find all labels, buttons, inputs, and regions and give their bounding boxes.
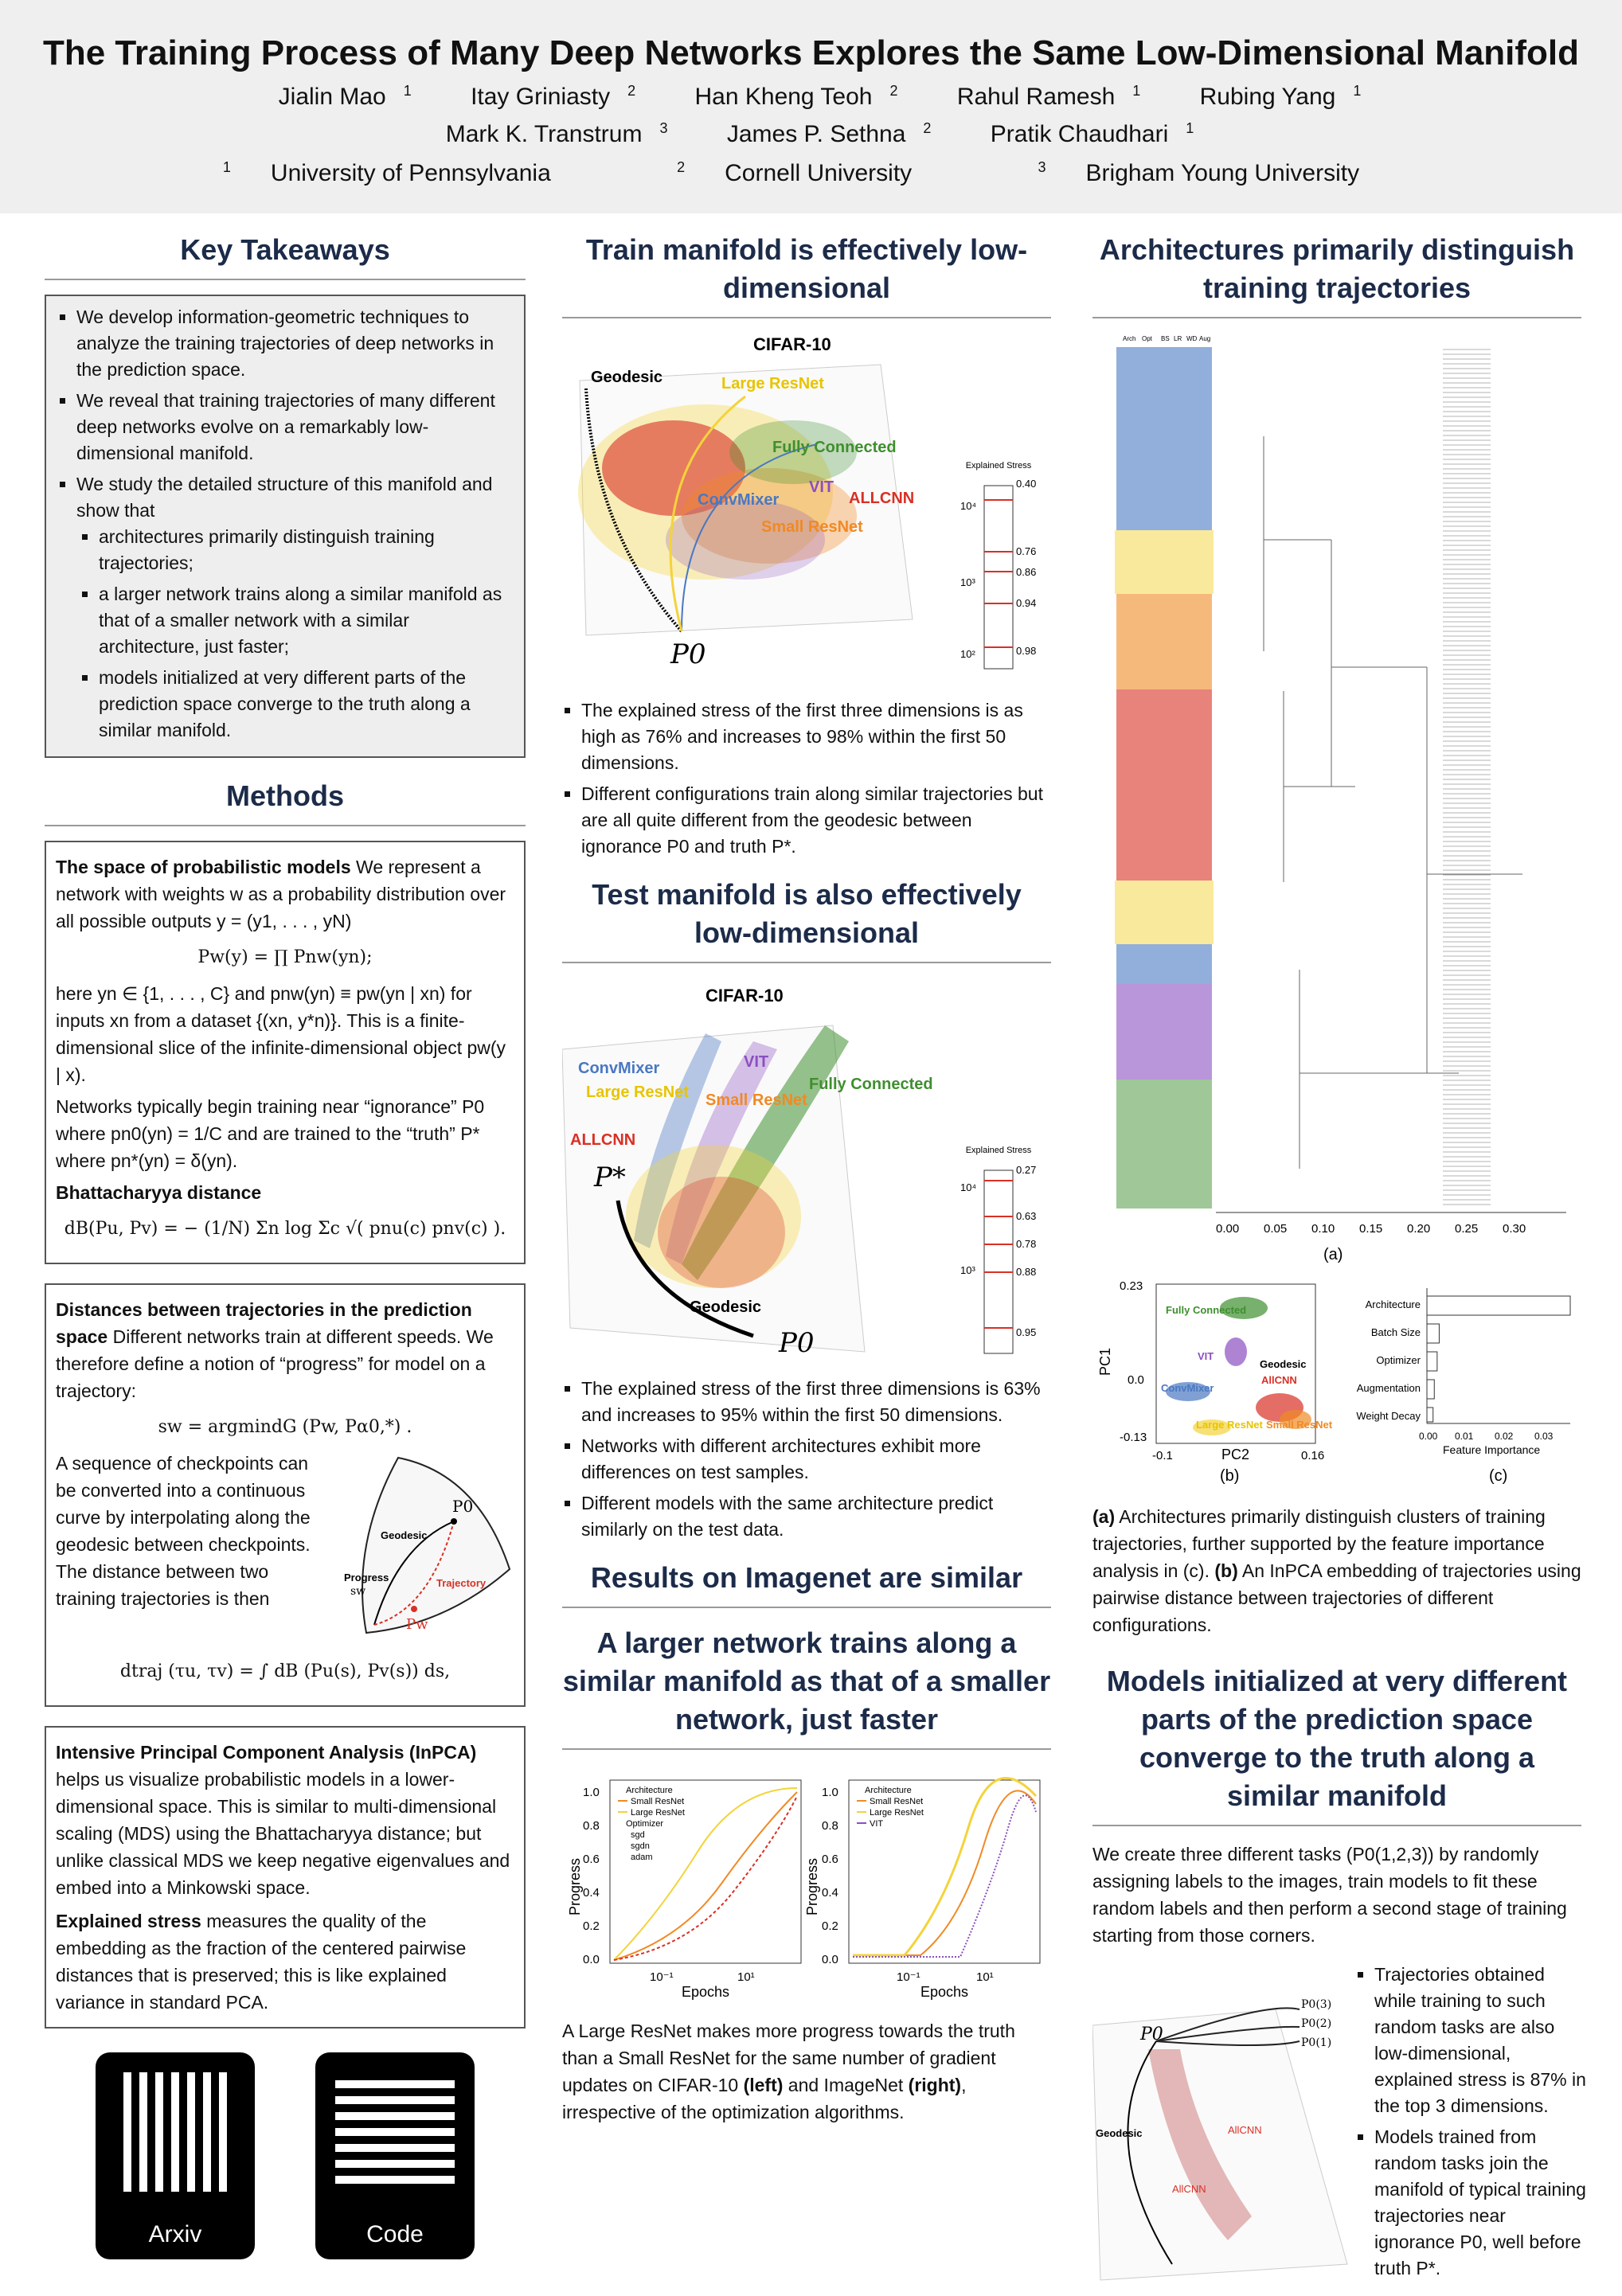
x-tick: 10¹ bbox=[976, 1970, 994, 1984]
label-stripe-large-resnet bbox=[1115, 881, 1214, 944]
list-item: ▪ Different configurations train along similar trajectories but are all quite different from the geodesic between ignorance P0 and truth P*. bbox=[581, 781, 1051, 860]
label-convmixer: ConvMixer bbox=[578, 1060, 660, 1077]
x-tick: 0.10 bbox=[1311, 1222, 1335, 1236]
bhattacharyya-equation: dB(Pu, Pv) = − (1/N) Σn log Σc √( pnu(c) pnv(c) ). bbox=[64, 1219, 506, 1239]
qr-code-icon bbox=[115, 2072, 235, 2192]
label-convmixer: ConvMixer bbox=[698, 491, 780, 509]
x-tick: 0.15 bbox=[1359, 1222, 1383, 1236]
point-p0 bbox=[451, 1518, 457, 1525]
feature-importance-chart bbox=[1356, 1288, 1570, 1485]
figure-title: CIFAR-10 bbox=[705, 986, 784, 1005]
models-paragraph: The space of probabilistic models We represent a network with weights w as a probability distribution over all possible outputs y = (y1, . . . , yN) bbox=[56, 857, 506, 931]
dendro-header: Opt bbox=[1142, 335, 1152, 342]
imagenet-heading: Results on Imagenet are similar bbox=[590, 1561, 1023, 1594]
y-axis-label: PC1 bbox=[1097, 1347, 1113, 1376]
code-qr-card[interactable] bbox=[315, 2052, 475, 2259]
label-stripe-fully-connected bbox=[1116, 1080, 1212, 1209]
bar-label: Augmentation bbox=[1356, 1382, 1421, 1394]
methods-heading: Methods bbox=[226, 779, 344, 812]
architectures-heading: Architectures primarily distinguish training trajectories bbox=[1099, 233, 1575, 304]
authors-row-2 bbox=[0, 120, 1622, 148]
label-sw: sw bbox=[350, 1585, 366, 1598]
bar-label: Batch Size bbox=[1370, 1326, 1421, 1338]
stress-value: 0.76 bbox=[1016, 545, 1037, 557]
stress-value: 0.78 bbox=[1016, 1238, 1037, 1250]
models-paragraph-2: here yn ∈ {1, . . . , C} and pnw(yn) ≡ pw(yn | xn) for inputs xn from a dataset {(xn, y*n)}. This is a finite-dimensional slice of the infinite-dimensional object pw(y | x). bbox=[56, 983, 506, 1085]
divider bbox=[45, 825, 526, 826]
trajectory-paragraph: A sequence of checkpoints can be converted into a continuous curve by interpolating along the geodesic between checkpoints. The distance between two training trajectories is then bbox=[56, 1453, 311, 1609]
test-manifold-plot bbox=[562, 978, 1051, 1376]
legend-item: Small ResNet bbox=[870, 1797, 924, 1806]
y-tick: 0.8 bbox=[583, 1819, 600, 1833]
label-small-resnet: Small ResNet bbox=[761, 518, 863, 536]
authors-row-1 bbox=[0, 83, 1622, 111]
x-tick: 0.00 bbox=[1419, 1431, 1438, 1442]
stress-tick: 10³ bbox=[960, 576, 975, 588]
poster-title: The Training Process of Many Deep Networks Explores the Same Low-Dimensional Manifold bbox=[42, 33, 1580, 72]
figure-caption: (b) bbox=[1220, 1467, 1240, 1485]
label-p0: P0 bbox=[452, 1497, 474, 1516]
inpca-embedding-plot bbox=[1097, 1279, 1333, 1485]
dendrogram-svg bbox=[1092, 333, 1581, 1272]
label-vit: VIT bbox=[1198, 1350, 1214, 1362]
x-tick: 0.25 bbox=[1455, 1222, 1479, 1236]
pca-importance-svg bbox=[1092, 1272, 1581, 1503]
progress-plot-right bbox=[804, 1779, 1040, 2001]
larger-network-heading: A larger network trains along a similar manifold as that of a smaller network, just faster bbox=[562, 1626, 1051, 1736]
x-tick: 10⁻¹ bbox=[897, 1970, 920, 1984]
label-convmixer: ConvMixer bbox=[1161, 1382, 1214, 1394]
legend-item: sgdn bbox=[631, 1841, 650, 1851]
y-tick: 0.0 bbox=[583, 1953, 600, 1966]
author: James P. Sethna $^2$ bbox=[726, 120, 932, 147]
x-tick: 10⁻¹ bbox=[650, 1970, 674, 1984]
column-middle bbox=[562, 231, 1051, 2126]
label-p0: P0 bbox=[670, 638, 706, 670]
y-tick: 0.0 bbox=[1128, 1373, 1144, 1387]
label-allcnn: ALLCNN bbox=[849, 490, 915, 507]
distances-paragraph: Distances between trajectories in the prediction space Different networks train at different speeds. We therefore define a notion of “progress” for model on a trajectory: bbox=[56, 1299, 494, 1401]
progress-plot-left bbox=[567, 1780, 801, 2000]
stress-tick: 10⁴ bbox=[960, 500, 977, 512]
importance-bar bbox=[1427, 1324, 1439, 1343]
architectures-caption: (a) Architectures primarily distinguish clusters of training trajectories, further supported by the feature importance analysis in (c). (b) An InPCA embedding of trajectories using pairwise distance between trajectories of different configurations. bbox=[1092, 1506, 1581, 1635]
label-p-star: P* bbox=[594, 1162, 626, 1193]
methods-box-inpca bbox=[45, 1726, 526, 2029]
methods-box-models bbox=[45, 841, 526, 1264]
author: Rubing Yang $^1$ bbox=[1199, 83, 1362, 110]
divider bbox=[1092, 317, 1581, 318]
models-paragraph-3: Networks typically begin training near “ignorance” P0 where pn0(yn) = 1/C and are trained to the “truth” P* where pn*(yn) = δ(yn). bbox=[56, 1096, 485, 1171]
importance-bar bbox=[1427, 1408, 1433, 1422]
random-task-figure bbox=[1092, 1978, 1355, 2296]
trajectory-diagram bbox=[319, 1450, 518, 1649]
y-tick: -0.13 bbox=[1120, 1431, 1147, 1444]
column-left bbox=[45, 231, 526, 2263]
progress-caption: A Large ResNet makes more progress towards the truth than a Small ResNet for the same number of gradient updates on CIFAR-10 (left) and ImageNet (right), irrespective of the optimization algorithms. bbox=[562, 2021, 1015, 2122]
affiliation: $^1$ University of Pennsylvania bbox=[222, 159, 551, 186]
list-item: ▪ architectures primarily distinguish training trajectories; bbox=[99, 524, 513, 576]
dendrogram-area bbox=[1216, 347, 1566, 1209]
dendro-header: Aug bbox=[1199, 335, 1211, 342]
progress-equation: sw = argmindG (Pw, Pα0,*) . bbox=[158, 1417, 412, 1437]
legend-item: Small ResNet bbox=[631, 1797, 685, 1806]
label-stripe-allcnn bbox=[1116, 689, 1212, 881]
list-item: ▪ Models trained from random tasks join the manifold of typical training trajectories near ignorance P0, well before truth P*. bbox=[1374, 2124, 1589, 2282]
test-manifold-figure bbox=[562, 978, 1051, 1376]
legend-title: Optimizer bbox=[626, 1819, 664, 1829]
initialization-paragraph: We create three different tasks (P0(1,2,3)) by randomly assigning labels to the images, train models to fit these random labels and then perform a second stage of training starting from those corners. bbox=[1092, 1844, 1567, 1946]
author: Mark K. Transtrum $^3$ bbox=[445, 120, 668, 147]
y-tick: 1.0 bbox=[822, 1786, 838, 1799]
stress-tick: 10³ bbox=[960, 1264, 975, 1276]
y-tick: 0.4 bbox=[583, 1886, 600, 1900]
list-item: ▪ Different models with the same architecture predict similarly on the test data. bbox=[581, 1490, 1051, 1543]
y-tick: 1.0 bbox=[583, 1786, 600, 1799]
label-geodesic: Geodesic bbox=[690, 1298, 762, 1316]
point-pw bbox=[411, 1606, 417, 1612]
label-allcnn: ALLCNN bbox=[570, 1131, 636, 1149]
stress-title: Explained Stress bbox=[965, 461, 1032, 471]
stress-value: 0.40 bbox=[1016, 478, 1037, 490]
y-tick: 0.4 bbox=[822, 1886, 838, 1900]
label-fully-connected: Fully Connected bbox=[809, 1076, 933, 1093]
y-tick: 0.23 bbox=[1120, 1279, 1143, 1293]
manifold-outline bbox=[362, 1458, 510, 1633]
legend-item: Large ResNet bbox=[631, 1808, 685, 1818]
plot-frame bbox=[1092, 2009, 1347, 2280]
dendro-header: Arch bbox=[1123, 335, 1136, 342]
y-tick: 0.8 bbox=[822, 1819, 838, 1833]
label-fully-connected: Fully Connected bbox=[772, 439, 897, 456]
label-large-resnet: Large ResNet bbox=[586, 1084, 689, 1101]
label-trajectory: Trajectory bbox=[436, 1577, 487, 1589]
dendrogram-figure bbox=[1092, 333, 1581, 1272]
label-large-resnet: Large ResNet bbox=[721, 375, 824, 392]
initialization-figure-row bbox=[1092, 1962, 1586, 2296]
x-tick: 0.00 bbox=[1216, 1222, 1240, 1236]
key-takeaways-heading: Key Takeaways bbox=[180, 233, 390, 266]
label-large-resnet: Large ResNet bbox=[1196, 1419, 1263, 1431]
x-tick: 0.03 bbox=[1534, 1431, 1554, 1442]
divider bbox=[562, 962, 1051, 963]
importance-bar bbox=[1427, 1380, 1434, 1399]
label-stripe-large-resnet bbox=[1115, 530, 1214, 594]
arxiv-qr-card[interactable] bbox=[96, 2052, 255, 2259]
initialization-heading: Models initialized at very different parts of the prediction space converge to the truth along a similar manifold bbox=[1106, 1665, 1568, 1812]
x-tick: 0.05 bbox=[1264, 1222, 1288, 1236]
list-item: ▪ The explained stress of the first three dimensions is 63% and increases to 95% within the first 50 dimensions. bbox=[581, 1376, 1051, 1428]
bar-label: Optimizer bbox=[1376, 1354, 1421, 1366]
divider bbox=[562, 317, 1051, 318]
divider bbox=[562, 1607, 1051, 1608]
stress-value: 0.88 bbox=[1016, 1266, 1037, 1278]
x-axis-label: Epochs bbox=[920, 1984, 969, 2000]
divider bbox=[45, 279, 526, 280]
author: Pratik Chaudhari $^1$ bbox=[990, 120, 1194, 147]
affiliation: $^2$ Cornell University bbox=[677, 159, 913, 186]
stress-bar bbox=[984, 1170, 1013, 1353]
x-axis-label: Feature Importance bbox=[1443, 1443, 1541, 1456]
affiliations bbox=[0, 159, 1622, 187]
qr-code-icon bbox=[335, 2072, 455, 2192]
label-p0: P0 bbox=[1140, 2025, 1163, 2044]
pca-and-importance-figure bbox=[1092, 1272, 1581, 1503]
label-p0: P0 bbox=[779, 1327, 815, 1359]
stress-value: 0.98 bbox=[1016, 645, 1037, 657]
list-item: ▪ We develop information-geometric techniques to analyze the training trajectories of deep networks in the prediction space. bbox=[76, 304, 513, 383]
label-stripe-convmixer bbox=[1116, 347, 1212, 530]
y-axis-label: Progress bbox=[804, 1857, 820, 1915]
stress-bar bbox=[984, 486, 1013, 669]
y-tick: 0.6 bbox=[822, 1853, 838, 1866]
legend-item: VIT bbox=[870, 1819, 884, 1829]
affiliation: $^3$ Brigham Young University bbox=[1038, 159, 1360, 186]
test-manifold-heading: Test manifold is also effectively low-dimensional bbox=[592, 878, 1022, 949]
trajectory-block bbox=[56, 1450, 514, 1649]
train-manifold-plot bbox=[562, 333, 1051, 691]
importance-bar bbox=[1427, 1352, 1437, 1371]
label-allcnn: AllCNN bbox=[1261, 1374, 1297, 1386]
dendro-header: LR bbox=[1174, 335, 1182, 342]
stress-value: 0.27 bbox=[1016, 1164, 1037, 1176]
divider bbox=[562, 1748, 1051, 1750]
label-stripe-small-resnet bbox=[1116, 594, 1212, 689]
x-tick: 10¹ bbox=[737, 1970, 755, 1984]
x-tick: 0.02 bbox=[1495, 1431, 1514, 1442]
train-manifold-figure bbox=[562, 333, 1051, 691]
qr-area bbox=[45, 2048, 526, 2263]
author: Jialin Mao $^1$ bbox=[278, 83, 412, 110]
legend-item: Large ResNet bbox=[870, 1808, 924, 1818]
train-bullets bbox=[562, 697, 1051, 860]
x-tick: 0.30 bbox=[1503, 1222, 1526, 1236]
x-tick: 0.20 bbox=[1407, 1222, 1431, 1236]
scatter-cloud bbox=[666, 500, 825, 580]
y-tick: 0.0 bbox=[822, 1953, 838, 1966]
y-tick: 0.6 bbox=[583, 1853, 600, 1866]
author: Han Kheng Teoh $^2$ bbox=[694, 83, 898, 110]
stress-tick: 10⁴ bbox=[960, 1181, 977, 1193]
label-stripe-vit bbox=[1116, 984, 1212, 1080]
author: Itay Griniasty $^2$ bbox=[471, 83, 636, 110]
stress-tick: 10² bbox=[960, 648, 975, 660]
bar-label: Architecture bbox=[1365, 1298, 1421, 1310]
key-takeaways-box bbox=[45, 295, 526, 758]
initialization-bullets bbox=[1355, 1962, 1589, 2286]
figure-caption: (a) bbox=[1323, 1246, 1343, 1263]
label-small-resnet: Small ResNet bbox=[705, 1091, 807, 1109]
label-vit: VIT bbox=[744, 1053, 769, 1071]
list-item: ▪ We study the detailed structure of this manifold and show that ▪ architectures primarily distinguish training trajectories; ▪ a larger network trains along a similar manifold as that of a smaller network with a similar architecture, just faster; ▪ models initialized at very different parts of the prediction space converge to the truth along a similar manifold. bbox=[76, 471, 513, 744]
label-small-resnet: Small ResNet bbox=[1266, 1419, 1333, 1431]
legend-item: sgd bbox=[631, 1830, 645, 1840]
x-axis-label: Epochs bbox=[682, 1984, 730, 2000]
dendro-header: BS bbox=[1161, 335, 1170, 342]
label-geodesic: Geodesic bbox=[381, 1529, 428, 1541]
divider bbox=[1092, 1825, 1581, 1826]
x-tick: -0.1 bbox=[1152, 1449, 1173, 1462]
legend-title: Architecture bbox=[865, 1786, 912, 1795]
label-p0-3: P0(3) bbox=[1301, 1998, 1332, 2011]
bar-label: Weight Decay bbox=[1356, 1410, 1421, 1422]
list-item: ▪ The explained stress of the first three dimensions is as high as 76% and increases to 98% within the first 50 dimensions. bbox=[581, 697, 1051, 776]
importance-bar bbox=[1427, 1296, 1570, 1315]
takeaways-sublist bbox=[76, 524, 513, 744]
stress-value: 0.94 bbox=[1016, 597, 1037, 609]
figure-title: CIFAR-10 bbox=[753, 334, 831, 354]
list-item: ▪ Trajectories obtained while training to such random tasks are also low-dimensional, explained stress is 87% in the top 3 dimensions. bbox=[1374, 1962, 1589, 2119]
code-label: Code bbox=[366, 2221, 424, 2247]
takeaways-list bbox=[57, 304, 513, 744]
stress-value: 0.86 bbox=[1016, 566, 1037, 578]
methods-box-distances bbox=[45, 1283, 526, 1707]
inpca-paragraph: Intensive Principal Component Analysis (InPCA) helps us visualize probabilistic models in a lower-dimensional space. This is similar to multi-dimensional scaling (MDS) using the Bhattacharyya distance; but unlike classical MDS we keep negative eigenvalues and embed into a Minkowski space. bbox=[56, 1742, 510, 1898]
label-fully-connected: Fully Connected bbox=[1166, 1304, 1247, 1316]
x-axis-label: PC2 bbox=[1221, 1447, 1250, 1462]
stress-value: 0.63 bbox=[1016, 1210, 1037, 1222]
label-allcnn: AllCNN bbox=[1228, 2124, 1262, 2136]
progress-plots bbox=[562, 1764, 1051, 2003]
cluster-vit bbox=[1225, 1337, 1247, 1366]
list-item: ▪ models initialized at very different parts of the prediction space converge to the truth along a similar manifold. bbox=[99, 665, 513, 744]
label-vit: VIT bbox=[809, 478, 834, 496]
x-tick: 0.01 bbox=[1455, 1431, 1474, 1442]
stress-paragraph: Explained stress measures the quality of the embedding as the fraction of the centered pairwise distances that is preserved; this is like explained variance in standard PCA. bbox=[56, 1911, 467, 2013]
y-tick: 0.2 bbox=[822, 1919, 838, 1933]
test-bullets bbox=[562, 1376, 1051, 1543]
list-item: ▪ Networks with different architectures exhibit more differences on test samples. bbox=[581, 1433, 1051, 1486]
dendro-header: WD bbox=[1186, 335, 1198, 342]
train-manifold-heading: Train manifold is effectively low-dimensional bbox=[585, 233, 1028, 304]
legend-item: adam bbox=[631, 1853, 653, 1862]
trajectory-distance-equation: dtraj (τu, τv) = ∫ dB (Pu(s), Pv(s)) ds, bbox=[119, 1661, 451, 1681]
arxiv-label: Arxiv bbox=[148, 2221, 202, 2247]
label-p0-2: P0(2) bbox=[1301, 2017, 1332, 2030]
list-item: ▪ We reveal that training trajectories of many different deep networks evolve on a remarkably low-dimensional manifold. bbox=[76, 388, 513, 467]
label-p0-1: P0(1) bbox=[1301, 2036, 1332, 2049]
progress-plots-svg bbox=[562, 1764, 1051, 2003]
poster-header bbox=[0, 0, 1622, 213]
label-stripe-convmixer bbox=[1116, 944, 1212, 984]
label-geodesic: Geodesic bbox=[591, 369, 663, 386]
label-geodesic: Geodesic bbox=[1096, 2127, 1143, 2139]
stress-value: 0.95 bbox=[1016, 1326, 1037, 1338]
legend-title: Architecture bbox=[626, 1786, 673, 1795]
figure-caption: (c) bbox=[1489, 1467, 1508, 1485]
column-right bbox=[1092, 231, 1586, 2296]
label-allcnn: AllCNN bbox=[1172, 2183, 1206, 2195]
stress-title: Explained Stress bbox=[965, 1146, 1032, 1155]
label-progress: Progress bbox=[344, 1572, 389, 1583]
scatter-cloud bbox=[658, 1177, 785, 1288]
x-tick: 0.16 bbox=[1301, 1449, 1325, 1462]
y-tick: 0.2 bbox=[583, 1919, 600, 1933]
list-item: ▪ a larger network trains along a similar manifold as that of a smaller network with a similar architecture, just faster; bbox=[99, 581, 513, 660]
bhattacharyya-heading: Bhattacharyya distance bbox=[56, 1182, 262, 1203]
label-pw: Pw bbox=[406, 1616, 428, 1633]
model-equation: Pw(y) = ∏ Pnw(yn); bbox=[197, 947, 373, 967]
y-axis-label: Progress bbox=[567, 1857, 583, 1915]
label-geodesic: Geodesic bbox=[1260, 1358, 1307, 1370]
author: Rahul Ramesh $^1$ bbox=[956, 83, 1141, 110]
